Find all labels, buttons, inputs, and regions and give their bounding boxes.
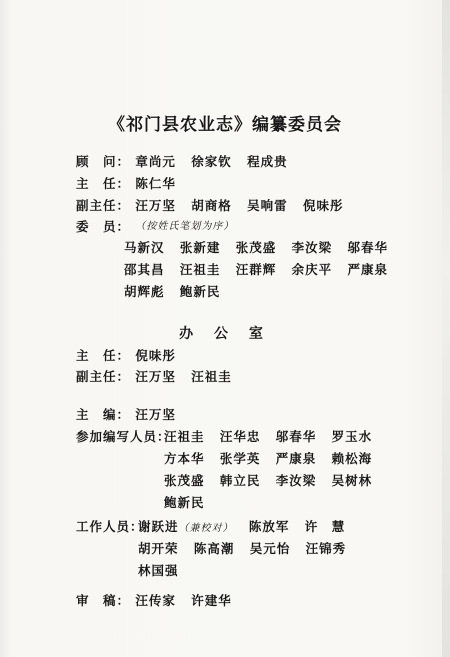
list-item [138,539,356,561]
proofreader-note: （兼校对） [178,523,234,534]
advisors-row [76,152,288,170]
name: 陈仁华 [135,176,176,191]
reviewers-label: 审 稿： [76,593,131,608]
office-director-row [76,346,176,364]
name: 谢跃进 [138,519,179,534]
advisors-names [135,152,287,170]
name: 吴树林 [331,473,373,488]
chief-editor-row [76,405,176,423]
name: 章尚元 [135,154,176,169]
name: 汪万坚 [135,369,176,384]
staff-label-row [76,517,144,535]
deputy-director-row [76,196,344,214]
writers-label: 参加编写人员： [76,429,171,444]
list-item [124,238,398,260]
advisors-label: 顾 问： [76,154,131,169]
members-row [76,217,234,235]
members-list [124,238,398,304]
page-title: 《祁门县农业志》编纂委员会 [108,115,342,135]
name: 马新汉 [124,240,165,255]
name: 许建华 [191,593,232,608]
name: 汪祖圭 [191,369,232,384]
name: 胡商格 [191,198,232,213]
name: 吴元怡 [249,541,291,556]
name: 严康泉 [347,262,389,277]
name: 吴响雷 [247,198,288,213]
name: 李汝梁 [275,473,317,488]
name: 陈高潮 [193,541,235,556]
staff-list [138,517,356,583]
members-ordering-note: （按姓氏笔划为序） [135,221,235,232]
name: 方本华 [164,451,205,466]
name: 许 慧 [304,519,346,534]
list-item [138,561,356,583]
list-item [164,493,382,515]
list-item [164,449,382,471]
list-item [164,427,382,449]
name: 汪祖圭 [164,429,205,444]
name: 汪万坚 [135,407,176,422]
name: 张茂盛 [235,240,277,255]
name: 邬春华 [275,429,317,444]
list-item [124,260,398,282]
name: 汪万坚 [135,198,176,213]
name: 张茂盛 [164,473,205,488]
name: 徐家钦 [191,154,232,169]
name: 陈放军 [248,519,290,534]
name: 汪祖圭 [179,262,221,277]
chief-editor-label: 主 编： [76,407,131,422]
name: 胡辉彪 [124,284,165,299]
name: 李汝梁 [291,240,333,255]
name: 余庆平 [291,262,333,277]
office-deputy-row [76,367,232,385]
list-item [124,282,398,304]
director-label: 主 任： [76,176,131,191]
office-director-names [135,346,176,364]
list-item [164,471,382,493]
name: 严康泉 [275,451,317,466]
name: 罗玉水 [331,429,373,444]
director-names [135,174,176,192]
name: 胡开荣 [138,541,179,556]
name: 邵其昌 [124,262,165,277]
office-section-title: 办 公 室 [179,326,271,342]
name: 汪传家 [135,593,176,608]
chief-editor-names [135,405,176,423]
name: 倪味彤 [135,348,176,363]
name: 汪锦秀 [305,541,347,556]
name: 韩立民 [219,473,261,488]
deputy-director-names [135,196,343,214]
staff-label: 工作人员： [76,519,144,534]
director-row [76,174,176,192]
writers-label-row [76,427,171,445]
list-item [138,517,356,539]
name: 张学英 [219,451,261,466]
name: 鲍新民 [164,495,205,510]
name: 汪华忠 [219,429,261,444]
name: 汪群辉 [235,262,277,277]
name: 程成贵 [247,154,288,169]
members-label: 委 员： [76,219,131,234]
name: 赖松海 [331,451,373,466]
reviewers-row [76,591,232,609]
name: 张新建 [179,240,221,255]
office-director-label: 主 任： [76,348,131,363]
office-deputy-names [135,367,231,385]
name: 鲍新民 [179,284,221,299]
office-deputy-label: 副主任： [76,369,131,384]
deputy-director-label: 副主任： [76,198,131,213]
writers-list [164,427,382,515]
name: 林国强 [138,563,179,578]
name: 倪味彤 [303,198,344,213]
reviewers-names [135,591,231,609]
name: 邬春华 [347,240,389,255]
